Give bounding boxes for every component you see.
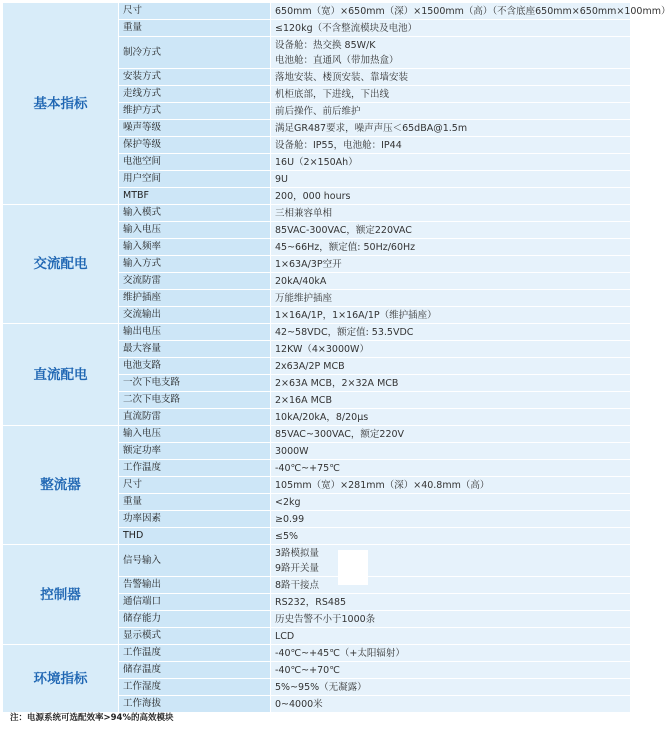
spec-row: [3, 205, 631, 222]
spec-value: [271, 137, 631, 154]
spec-value-line: <2kg: [275, 496, 301, 508]
spec-label: 功率因素: [119, 511, 271, 528]
spec-label: 保护等级: [119, 137, 271, 154]
spec-value-line: 5%~95%（无凝露）: [275, 681, 367, 693]
spec-value-line: ≤120kg（不含整流模块及电池）: [275, 22, 418, 34]
spec-label: 通信端口: [119, 594, 271, 611]
spec-label: 工作湿度: [119, 679, 271, 696]
spec-value: [271, 426, 631, 443]
spec-label: MTBF: [119, 188, 271, 205]
spec-value-line: -40℃~+70℃: [275, 664, 340, 676]
spec-value: [271, 645, 631, 662]
spec-label: 输入电压: [119, 222, 271, 239]
spec-value: [271, 358, 631, 375]
spec-label: 走线方式: [119, 86, 271, 103]
spec-label: 重量: [119, 494, 271, 511]
spec-label: 二次下电支路: [119, 392, 271, 409]
spec-value-line: 历史告警不小于1000条: [275, 613, 376, 625]
spec-value: [271, 188, 631, 205]
spec-row: [3, 324, 631, 341]
spec-label: 输入电压: [119, 426, 271, 443]
spec-value-line: LCD: [275, 630, 295, 642]
spec-value: [271, 696, 631, 713]
spec-value: [271, 273, 631, 290]
spec-label: 噪声等级: [119, 120, 271, 137]
spec-table: [2, 2, 670, 713]
spec-value-line: 9路开关量: [275, 562, 320, 574]
spec-value: [271, 37, 631, 69]
spec-label: 输出电压: [119, 324, 271, 341]
spec-value: [271, 409, 631, 426]
spec-value-line: ≤5%: [275, 530, 299, 542]
spec-label: 工作海拔: [119, 696, 271, 713]
category-cell: 环境指标: [3, 645, 119, 713]
footnote: 注：电源系统可选配效率>94%的高效模块: [10, 713, 174, 723]
spec-value: [271, 103, 631, 120]
spec-label: 输入频率: [119, 239, 271, 256]
spec-label: 尺寸: [119, 3, 271, 20]
spec-value: [271, 290, 631, 307]
spec-value: [271, 86, 631, 103]
spec-value-line: 85VAC-300VAC，额定220VAC: [275, 224, 412, 236]
spec-value: [271, 611, 631, 628]
spec-value-line: 机柜底部，下进线，下出线: [275, 88, 390, 100]
category-cell: 交流配电: [3, 205, 119, 324]
spec-value: [271, 577, 631, 594]
spec-label: 告警输出: [119, 577, 271, 594]
spec-value: [271, 375, 631, 392]
spec-value-line: 0~4000米: [275, 698, 323, 710]
spec-label: 交流输出: [119, 307, 271, 324]
spec-label: 用户空间: [119, 171, 271, 188]
spec-row: [3, 645, 631, 662]
spec-value-line: 8路干接点: [275, 579, 320, 591]
spec-value-line: 设备舱：热交换 85W/K: [275, 39, 376, 51]
spec-value-line: 1×63A/3P空开: [275, 258, 342, 270]
spec-row: [3, 426, 631, 443]
spec-value: [271, 460, 631, 477]
spec-value-line: 20kA/40kA: [275, 275, 327, 287]
spec-value-line: 1×16A/1P，1×16A/1P（维护插座）: [275, 309, 437, 321]
spec-value-line: 200，000 hours: [275, 190, 351, 202]
spec-value-line: 3路模拟量: [275, 547, 320, 559]
spec-value-line: ≥0.99: [275, 513, 305, 525]
category-cell: 控制器: [3, 545, 119, 645]
spec-value: [271, 679, 631, 696]
spec-value: [271, 443, 631, 460]
spec-value-line: RS232，RS485: [275, 596, 347, 608]
spec-label: 维护方式: [119, 103, 271, 120]
spec-table-body: [3, 3, 670, 713]
spec-value-line: 105mm（宽）×281mm（深）×40.8mm（高）: [275, 479, 490, 491]
spec-label: 安装方式: [119, 69, 271, 86]
spec-value: [271, 20, 631, 37]
spec-value-line: 落地安装、楼顶安装、靠墙安装: [275, 71, 409, 83]
category-cell: 基本指标: [3, 3, 119, 205]
spec-value-line: 2x63A/2P MCB: [275, 360, 345, 372]
spec-value-line: 电池舱：直通风（带加热盒）: [275, 54, 399, 66]
spec-label: 维护插座: [119, 290, 271, 307]
spec-label: 交流防雷: [119, 273, 271, 290]
spec-value-line: 三相兼容单相: [275, 207, 333, 219]
spec-value: [271, 222, 631, 239]
spec-value: [271, 662, 631, 679]
spec-label: 尺寸: [119, 477, 271, 494]
spec-value: [271, 392, 631, 409]
spec-value-line: 85VAC~300VAC，额定220V: [275, 428, 405, 440]
spec-value-line: 3000W: [275, 445, 309, 457]
spec-label: 重量: [119, 20, 271, 37]
spec-value: [271, 120, 631, 137]
spec-value: [271, 205, 631, 222]
spec-value: [271, 171, 631, 188]
spec-label: 额定功率: [119, 443, 271, 460]
spec-value-line: 2×16A MCB: [275, 394, 332, 406]
spec-label: 一次下电支路: [119, 375, 271, 392]
spec-label: 制冷方式: [119, 37, 271, 69]
spec-label: 显示模式: [119, 628, 271, 645]
spec-value-line: 9U: [275, 173, 288, 185]
spec-row: [3, 545, 631, 577]
spec-row: [3, 3, 631, 20]
spec-value-line: -40℃~+75℃: [275, 462, 340, 474]
spec-value-line: 10kA/20kA，8/20μs: [275, 411, 369, 423]
spec-value-line: 16U（2×150Ah）: [275, 156, 358, 168]
spec-value: [271, 511, 631, 528]
spec-value: [271, 154, 631, 171]
spec-label: 信号输入: [119, 545, 271, 577]
spec-value: [271, 477, 631, 494]
blank-patch: [338, 550, 368, 585]
spec-label: 电池空间: [119, 154, 271, 171]
spec-value: [271, 3, 670, 20]
spec-value: [271, 256, 631, 273]
spec-value: [271, 594, 631, 611]
spec-label: 输入方式: [119, 256, 271, 273]
spec-value: [271, 307, 631, 324]
spec-value-line: 2×63A MCB，2×32A MCB: [275, 377, 399, 389]
spec-label: 直流防雷: [119, 409, 271, 426]
spec-value-line: 42~58VDC，额定值: 53.5VDC: [275, 326, 414, 338]
spec-value: [271, 69, 631, 86]
spec-label: 工作温度: [119, 645, 271, 662]
spec-value: [271, 341, 631, 358]
spec-value-line: 前后操作、前后维护: [275, 105, 361, 117]
spec-value-line: 设备舱：IP55，电池舱：IP44: [275, 139, 402, 151]
spec-value: [271, 494, 631, 511]
spec-value-line: 650mm（宽）×650mm（深）×1500mm（高）（不含底座650mm×650mm×100mm）: [275, 5, 670, 17]
spec-value-line: 12KW（4×3000W）: [275, 343, 369, 355]
spec-value: [271, 239, 631, 256]
spec-value: [271, 628, 631, 645]
spec-value-line: -40℃~+45℃（+太阳辐射）: [275, 647, 405, 659]
category-cell: 整流器: [3, 426, 119, 545]
category-cell: 直流配电: [3, 324, 119, 426]
spec-value: [271, 324, 631, 341]
spec-label: 储存温度: [119, 662, 271, 679]
spec-label: 输入模式: [119, 205, 271, 222]
spec-label: 最大容量: [119, 341, 271, 358]
spec-label: 工作温度: [119, 460, 271, 477]
spec-value-line: 满足GR487要求，噪声声压＜65dBA@1.5m: [275, 122, 468, 134]
spec-label: 电池支路: [119, 358, 271, 375]
spec-value: [271, 528, 631, 545]
spec-value-line: 45~66Hz，额定值: 50Hz/60Hz: [275, 241, 416, 253]
spec-label: THD: [119, 528, 271, 545]
spec-label: 储存能力: [119, 611, 271, 628]
spec-value-line: 万能维护插座: [275, 292, 333, 304]
spec-value: [271, 545, 631, 577]
